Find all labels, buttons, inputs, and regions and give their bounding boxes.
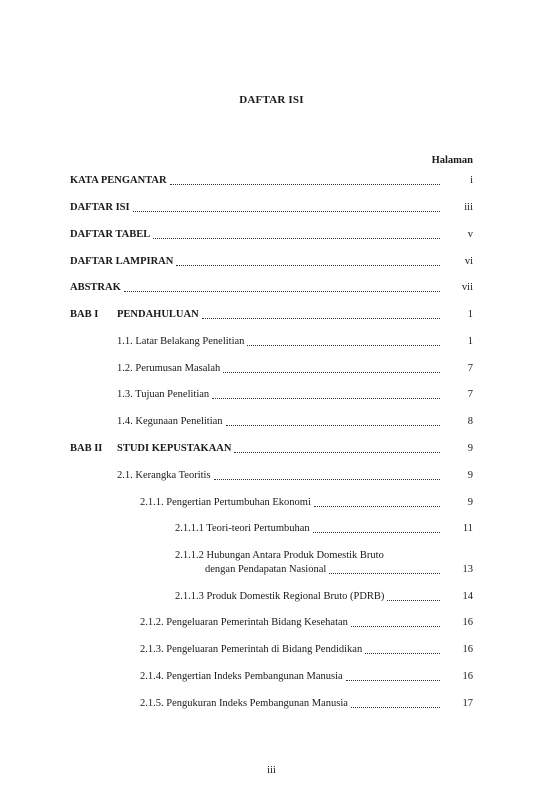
toc-leader-dots: [387, 600, 440, 601]
toc-entry-label: 1.2. Perumusan Masalah: [117, 363, 221, 374]
toc-entry-label: 2.1.1.1 Teori-teori Pertumbuhan: [175, 523, 310, 534]
toc-entry-page: 14: [462, 591, 473, 602]
toc-entry-page: 16: [462, 671, 473, 682]
toc-entry-daftar-isi: [0, 201, 543, 215]
toc-leader-dots: [365, 653, 440, 654]
toc-entry-label: PENDAHULUAN: [117, 309, 199, 320]
toc-entry-1-3: [0, 388, 543, 402]
toc-entry-page: 7: [467, 363, 473, 374]
toc-entry-label: 2.1.4. Pengertian Indeks Pembangunan Manusia: [140, 671, 343, 682]
toc-entry-1-4: [0, 415, 543, 429]
toc-entry-bab-2: [0, 442, 543, 456]
toc-entry-page: 16: [462, 617, 473, 628]
toc-entry-page: iii: [464, 202, 473, 213]
toc-entry-page: 16: [462, 644, 473, 655]
toc-entry-2-1-5: [0, 697, 543, 711]
toc-leader-dots: [212, 398, 440, 399]
toc-leader-dots: [124, 291, 440, 292]
toc-leader-dots: [170, 184, 440, 185]
chapter-prefix: BAB I: [70, 309, 99, 320]
toc-entry-label: 2.1.3. Pengeluaran Pemerintah di Bidang Pendidikan: [140, 644, 363, 655]
toc-entry-label: 2.1. Kerangka Teoritis: [117, 470, 211, 481]
toc-leader-dots: [346, 680, 440, 681]
toc-entry-page: i: [470, 175, 473, 186]
toc-entry-label: STUDI KEPUSTAKAAN: [117, 443, 232, 454]
page-number-footer: iii: [267, 765, 276, 776]
toc-entry-label: DAFTAR LAMPIRAN: [70, 256, 174, 267]
toc-entry-page: 1: [467, 336, 473, 347]
toc-entry-1-1: [0, 335, 543, 349]
toc-leader-dots: [214, 479, 440, 480]
toc-entry-label: 2.1.2. Pengeluaran Pemerintah Bidang Kesehatan: [140, 617, 348, 628]
toc-entry-page: 17: [462, 698, 473, 709]
toc-entry-page: 1: [467, 309, 473, 320]
toc-leader-dots: [329, 573, 440, 574]
toc-entry-page: 13: [462, 564, 473, 575]
toc-entry-label: 1.1. Latar Belakang Penelitian: [117, 336, 245, 347]
toc-entry-2-1-3: [0, 643, 543, 657]
toc-leader-dots: [133, 211, 440, 212]
toc-entry-bab-1: [0, 308, 543, 322]
page-column-header: Halaman: [431, 155, 473, 166]
toc-entry-page: 8: [467, 416, 473, 427]
toc-entry-2-1-1: [0, 496, 543, 510]
toc-entry-label-line1: 2.1.1.2 Hubungan Antara Produk Domestik Bruto: [175, 550, 384, 561]
toc-entry-abstrak: [0, 281, 543, 295]
toc-leader-dots: [153, 238, 440, 239]
toc-leader-dots: [314, 506, 440, 507]
toc-leader-dots: [247, 345, 440, 346]
toc-entry-page: 11: [462, 523, 473, 534]
toc-entry-page: vii: [461, 282, 473, 293]
chapter-prefix: BAB II: [70, 443, 103, 454]
toc-leader-dots: [234, 452, 440, 453]
toc-entry-2-1-4: [0, 670, 543, 684]
toc-entry-daftar-tabel: [0, 228, 543, 242]
toc-entry-label: 2.1.5. Pengukuran Indeks Pembangunan Manusia: [140, 698, 348, 709]
toc-leader-dots: [176, 265, 440, 266]
toc-entry-label: DAFTAR TABEL: [70, 229, 151, 240]
toc-leader-dots: [313, 532, 440, 533]
toc-leader-dots: [351, 707, 440, 708]
toc-entry-1-2: [0, 362, 543, 376]
toc-entry-label: 1.3. Tujuan Penelitian: [117, 389, 210, 400]
toc-entry-page: 9: [467, 443, 473, 454]
toc-entry-page: 9: [467, 470, 473, 481]
toc-leader-dots: [226, 425, 440, 426]
toc-entry-page: v: [467, 229, 473, 240]
toc-entry-label: 2.1.1. Pengertian Pertumbuhan Ekonomi: [140, 497, 311, 508]
toc-entry-2-1: [0, 469, 543, 483]
page-title: DAFTAR ISI: [239, 94, 304, 106]
toc-entry-label: DAFTAR ISI: [70, 202, 130, 213]
toc-entry-page: vi: [464, 256, 473, 267]
toc-entry-label: ABSTRAK: [70, 282, 121, 293]
toc-entry-label: KATA PENGANTAR: [70, 175, 167, 186]
toc-entry-page: 9: [467, 497, 473, 508]
toc-leader-dots: [223, 372, 440, 373]
toc-entry-kata-pengantar: [0, 174, 543, 188]
toc-entry-page: 7: [467, 389, 473, 400]
toc-leader-dots: [202, 318, 440, 319]
toc-entry-label: 1.4. Kegunaan Penelitian: [117, 416, 223, 427]
toc-entry-2-1-2: [0, 616, 543, 630]
toc-leader-dots: [351, 626, 440, 627]
toc-entry-label: dengan Pendapatan Nasional: [205, 564, 327, 575]
toc-entry-label: 2.1.1.3 Produk Domestik Regional Bruto (PDRB): [175, 591, 385, 602]
toc-entry-2-1-1-3: [0, 590, 543, 604]
toc-entry-2-1-1-2: [0, 549, 543, 577]
toc-entry-daftar-lampiran: [0, 255, 543, 269]
toc-entry-2-1-1-1: [0, 522, 543, 536]
